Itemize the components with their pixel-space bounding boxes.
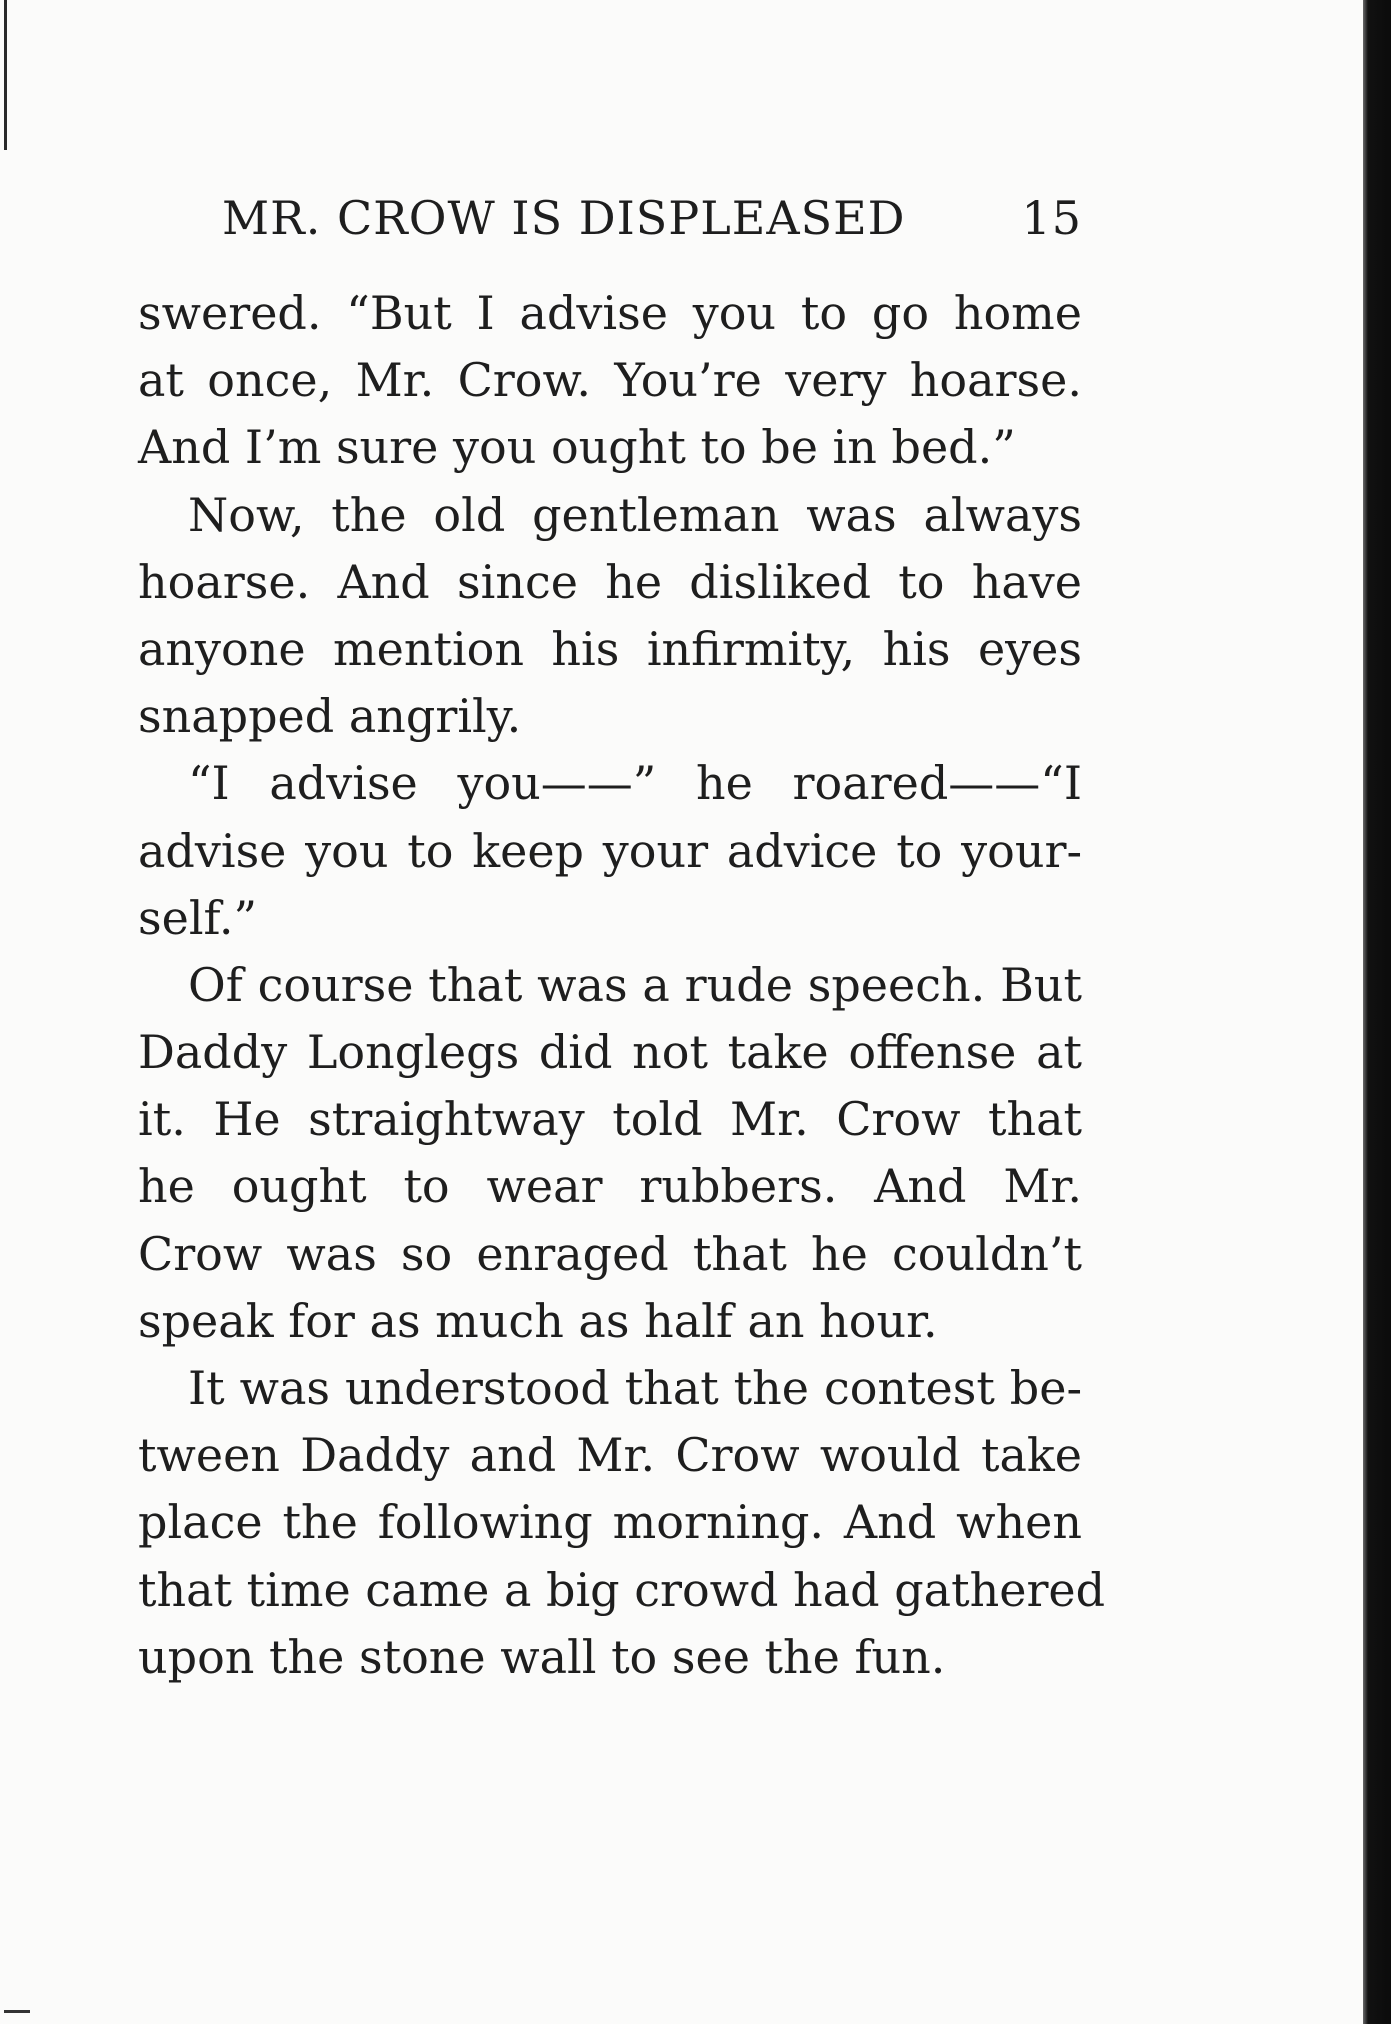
text-line: at once, Mr. Crow. You’re very hoarse. bbox=[138, 353, 1082, 408]
text-line: advise you to keep your advice to your- bbox=[138, 823, 1082, 878]
right-scan-border bbox=[1363, 0, 1391, 2024]
text-line: hoarse. And since he disliked to have bbox=[138, 554, 1082, 609]
text-line: And I’m sure you ought to be in bed.” bbox=[138, 420, 1016, 475]
chapter-title: MR. CROW IS DISPLEASED bbox=[222, 191, 906, 245]
left-scan-edge bbox=[4, 0, 7, 150]
text-line: “I advise you——” he roared——“I bbox=[188, 756, 1082, 811]
running-header bbox=[222, 188, 1082, 248]
text-line: self.” bbox=[138, 890, 258, 945]
text-line: swered. “But I advise you to go home bbox=[138, 286, 1082, 340]
text-line: Crow was so enraged that he couldn’t bbox=[138, 1226, 1082, 1281]
text-line: anyone mention his infirmity, his eyes bbox=[138, 621, 1082, 676]
page-body bbox=[138, 280, 1106, 1691]
text-line: Of course that was a rude speech. But bbox=[188, 957, 1082, 1012]
text-line: It was understood that the contest be- bbox=[188, 1361, 1082, 1415]
text-line: tween Daddy and Mr. Crow would take bbox=[138, 1428, 1082, 1483]
text-line: he ought to wear rubbers. And Mr. bbox=[138, 1159, 1082, 1214]
text-line: place the following morning. And when bbox=[138, 1495, 1082, 1550]
left-scan-mark bbox=[4, 2010, 30, 2013]
text-line: upon the stone wall to see the fun. bbox=[138, 1629, 946, 1684]
page-number: 15 bbox=[1021, 191, 1082, 245]
text-line: Now, the old gentleman was always bbox=[188, 487, 1082, 542]
text-line: Daddy Longlegs did not take offense at bbox=[138, 1025, 1082, 1080]
text-line: that time came a big crowd had gathered bbox=[138, 1562, 1106, 1617]
text-line: speak for as much as half an hour. bbox=[138, 1293, 938, 1348]
text-line: it. He straightway told Mr. Crow that bbox=[138, 1092, 1082, 1147]
text-line: snapped angrily. bbox=[138, 689, 522, 744]
